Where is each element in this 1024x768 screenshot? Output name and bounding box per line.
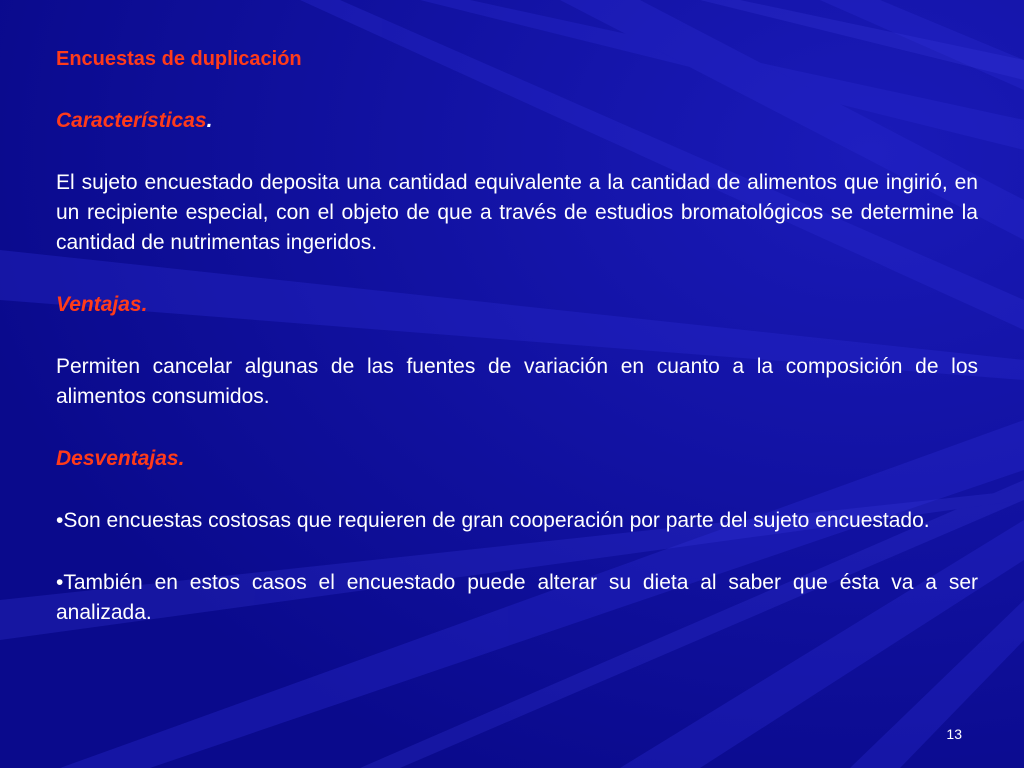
desventajas-item: •También en estos casos el encuestado puede alterar su dieta al saber que ésta va a ser analizada. (56, 571, 978, 624)
caracteristicas-text: El sujeto encuestado deposita una cantidad equivalente a la cantidad de alimentos que ingirió, en un recipiente especial, con el objeto de que a través de estudios bromatológicos se determine la cantidad de nutrimentas ingeridos. (56, 171, 978, 254)
slide-title: Encuestas de duplicación (56, 48, 302, 70)
heading-desventajas: Desventajas. (56, 447, 185, 470)
slide-content (56, 44, 978, 660)
heading-caracteristicas-dot: . (206, 109, 213, 132)
page-number: 13 (946, 726, 962, 742)
desventajas-item: •Son encuestas costosas que requieren de gran cooperación por parte del sujeto encuestado. (56, 509, 930, 532)
heading-caracteristicas (56, 106, 978, 136)
heading-caracteristicas-label: Características (56, 109, 207, 132)
ventajas-text: Permiten cancelar algunas de las fuentes de variación en cuanto a la composición de los alimentos consumidos. (56, 355, 978, 408)
heading-ventajas: Ventajas. (56, 293, 148, 316)
